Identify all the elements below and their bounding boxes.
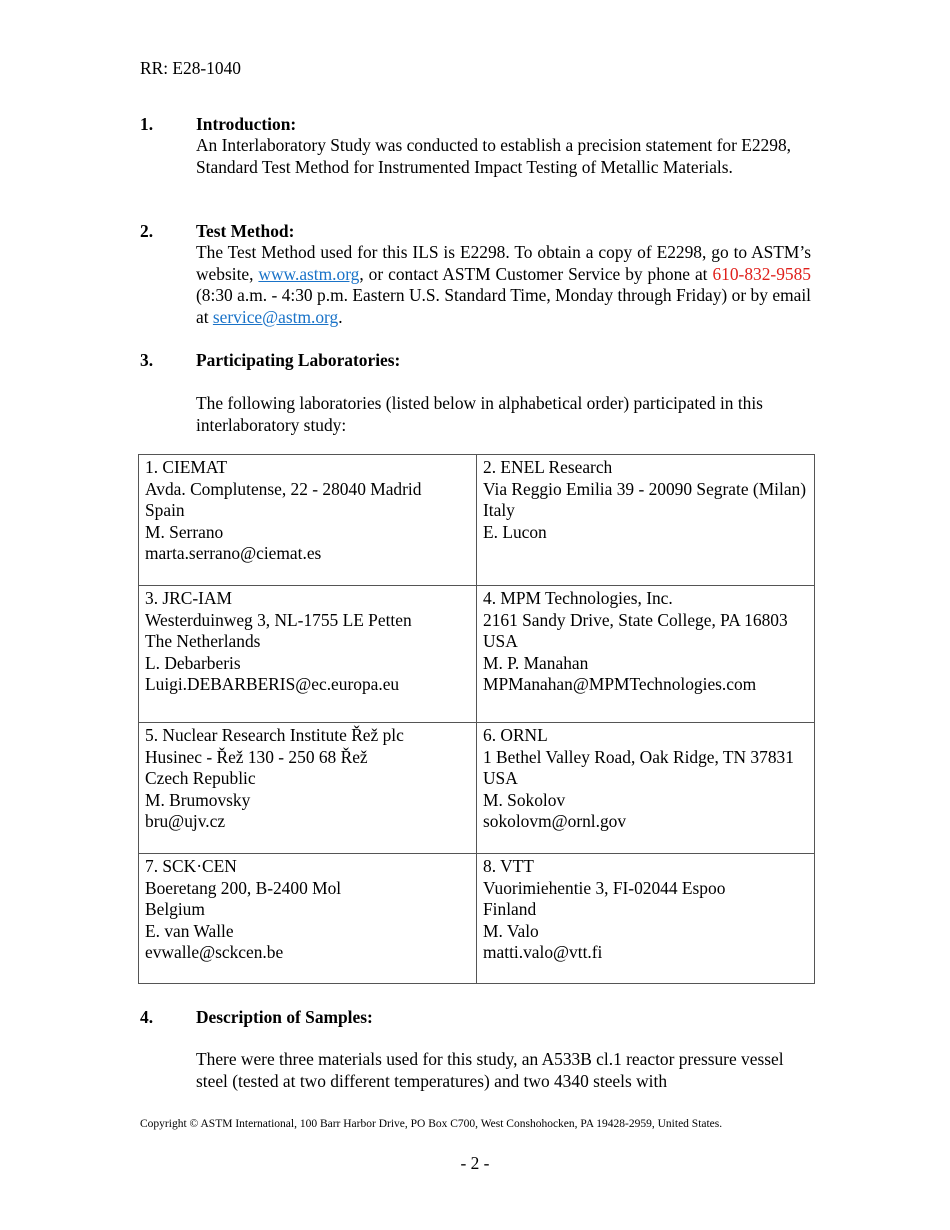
- lab-address: Westerduinweg 3, NL-1755 LE Petten: [145, 609, 412, 630]
- test-method-text-2: , or contact ASTM Customer Service by phone at: [359, 263, 713, 284]
- lab-name: 2. ENEL Research: [483, 457, 613, 477]
- lab-name: 5. Nuclear Research Institute Řež plc: [145, 725, 404, 745]
- lab-contact: M. Valo: [483, 920, 539, 941]
- lab-contact: M. P. Manahan: [483, 652, 589, 673]
- lab-country: USA: [483, 631, 518, 651]
- lab-contact: E. Lucon: [483, 521, 547, 542]
- test-method-paragraph: [196, 242, 811, 328]
- samples-paragraph: There were three materials used for this study, an A533B cl.1 reactor pressure vessel steel (tested at two different temperatures) and two 4340 steels with: [196, 1049, 784, 1091]
- lab-address: Vuorimiehentie 3, FI-02044 Espoo: [483, 877, 726, 898]
- test-method-text-3: (8:30 a.m. - 4:30 p.m. Eastern U.S. Standard Time, Monday through Friday) or by email at: [196, 285, 811, 327]
- lab-name: 1. CIEMAT: [145, 457, 228, 477]
- lab-address: Via Reggio Emilia 39 - 20090 Segrate (Milan): [483, 478, 807, 499]
- section-4-title: Description of Samples:: [196, 1007, 373, 1027]
- test-method-text-1: The Test Method used for this ILS is E2298. To obtain a copy of E2298, go to ASTM’s website,: [196, 242, 811, 284]
- lab-country: Finland: [483, 899, 537, 919]
- lab-cell: [139, 723, 477, 854]
- page-number: - 2 -: [460, 1153, 490, 1173]
- table-row: [139, 586, 815, 723]
- lab-email: bru@ujv.cz: [145, 811, 226, 831]
- lab-name: 7. SCK·CEN: [145, 856, 237, 876]
- lab-name: 3. JRC-IAM: [145, 588, 232, 608]
- table-row: [139, 455, 815, 586]
- lab-contact: M. Serrano: [145, 521, 224, 542]
- table-row: [139, 854, 815, 984]
- section-2-number: 2.: [140, 221, 154, 241]
- copyright-footer: Copyright © ASTM International, 100 Barr Harbor Drive, PO Box C700, West Conshohocken, PA 19428-2959, United States.: [140, 1118, 723, 1130]
- lab-country: Belgium: [145, 899, 205, 919]
- lab-cell: [477, 854, 815, 984]
- lab-cell: [477, 455, 815, 586]
- lab-cell: [139, 854, 477, 984]
- lab-address: Avda. Complutense, 22 - 28040 Madrid: [145, 478, 422, 499]
- astm-website-link[interactable]: www.astm.org: [258, 263, 360, 284]
- lab-address: 1 Bethel Valley Road, Oak Ridge, TN 37831: [483, 746, 794, 767]
- lab-email: matti.valo@vtt.fi: [483, 942, 603, 962]
- lab-contact: L. Debarberis: [145, 652, 241, 673]
- laboratories-table: [138, 454, 815, 984]
- section-3-title: Participating Laboratories:: [196, 350, 401, 370]
- lab-country: USA: [483, 768, 518, 788]
- lab-address: Husinec - Řež 130 - 250 68 Řež: [145, 746, 368, 767]
- lab-name: 6. ORNL: [483, 725, 548, 745]
- lab-name: 4. MPM Technologies, Inc.: [483, 588, 673, 608]
- lab-email: marta.serrano@ciemat.es: [145, 543, 322, 563]
- service-email-link[interactable]: service@astm.org: [212, 306, 339, 327]
- lab-name: 8. VTT: [483, 856, 534, 876]
- lab-email: MPManahan@MPMTechnologies.com: [483, 674, 757, 694]
- lab-cell: [139, 586, 477, 723]
- customer-service-phone[interactable]: 610-832-9585: [712, 263, 811, 284]
- lab-contact: M. Brumovsky: [145, 789, 251, 810]
- labs-intro-paragraph: The following laboratories (listed below in alphabetical order) participated in this interlaboratory study:: [196, 393, 763, 435]
- lab-cell: [139, 455, 477, 586]
- lab-country: Italy: [483, 500, 515, 520]
- lab-email: sokolovm@ornl.gov: [483, 811, 627, 831]
- section-1-title: Introduction:: [196, 114, 297, 134]
- lab-email: evwalle@sckcen.be: [145, 942, 284, 962]
- lab-country: Czech Republic: [145, 768, 256, 788]
- lab-country: The Netherlands: [145, 631, 261, 651]
- lab-cell: [477, 723, 815, 854]
- report-header: RR: E28-1040: [140, 58, 241, 78]
- intro-paragraph: An Interlaboratory Study was conducted to establish a precision statement for E2298, Standard Test Method for Instrumented Impact Testing of Metallic Materials.: [196, 135, 791, 177]
- lab-cell: [477, 586, 815, 723]
- lab-contact: M. Sokolov: [483, 789, 566, 810]
- lab-email: Luigi.DEBARBERIS@ec.europa.eu: [145, 674, 400, 694]
- section-2-title: Test Method:: [196, 221, 295, 241]
- lab-address: 2161 Sandy Drive, State College, PA 16803: [483, 609, 788, 630]
- test-method-text-4: .: [338, 306, 343, 327]
- lab-contact: E. van Walle: [145, 920, 234, 941]
- section-4-number: 4.: [140, 1007, 154, 1027]
- section-3-number: 3.: [140, 350, 154, 370]
- section-1-number: 1.: [140, 114, 154, 134]
- table-row: [139, 723, 815, 854]
- lab-address: Boeretang 200, B-2400 Mol: [145, 877, 342, 898]
- lab-country: Spain: [145, 500, 185, 520]
